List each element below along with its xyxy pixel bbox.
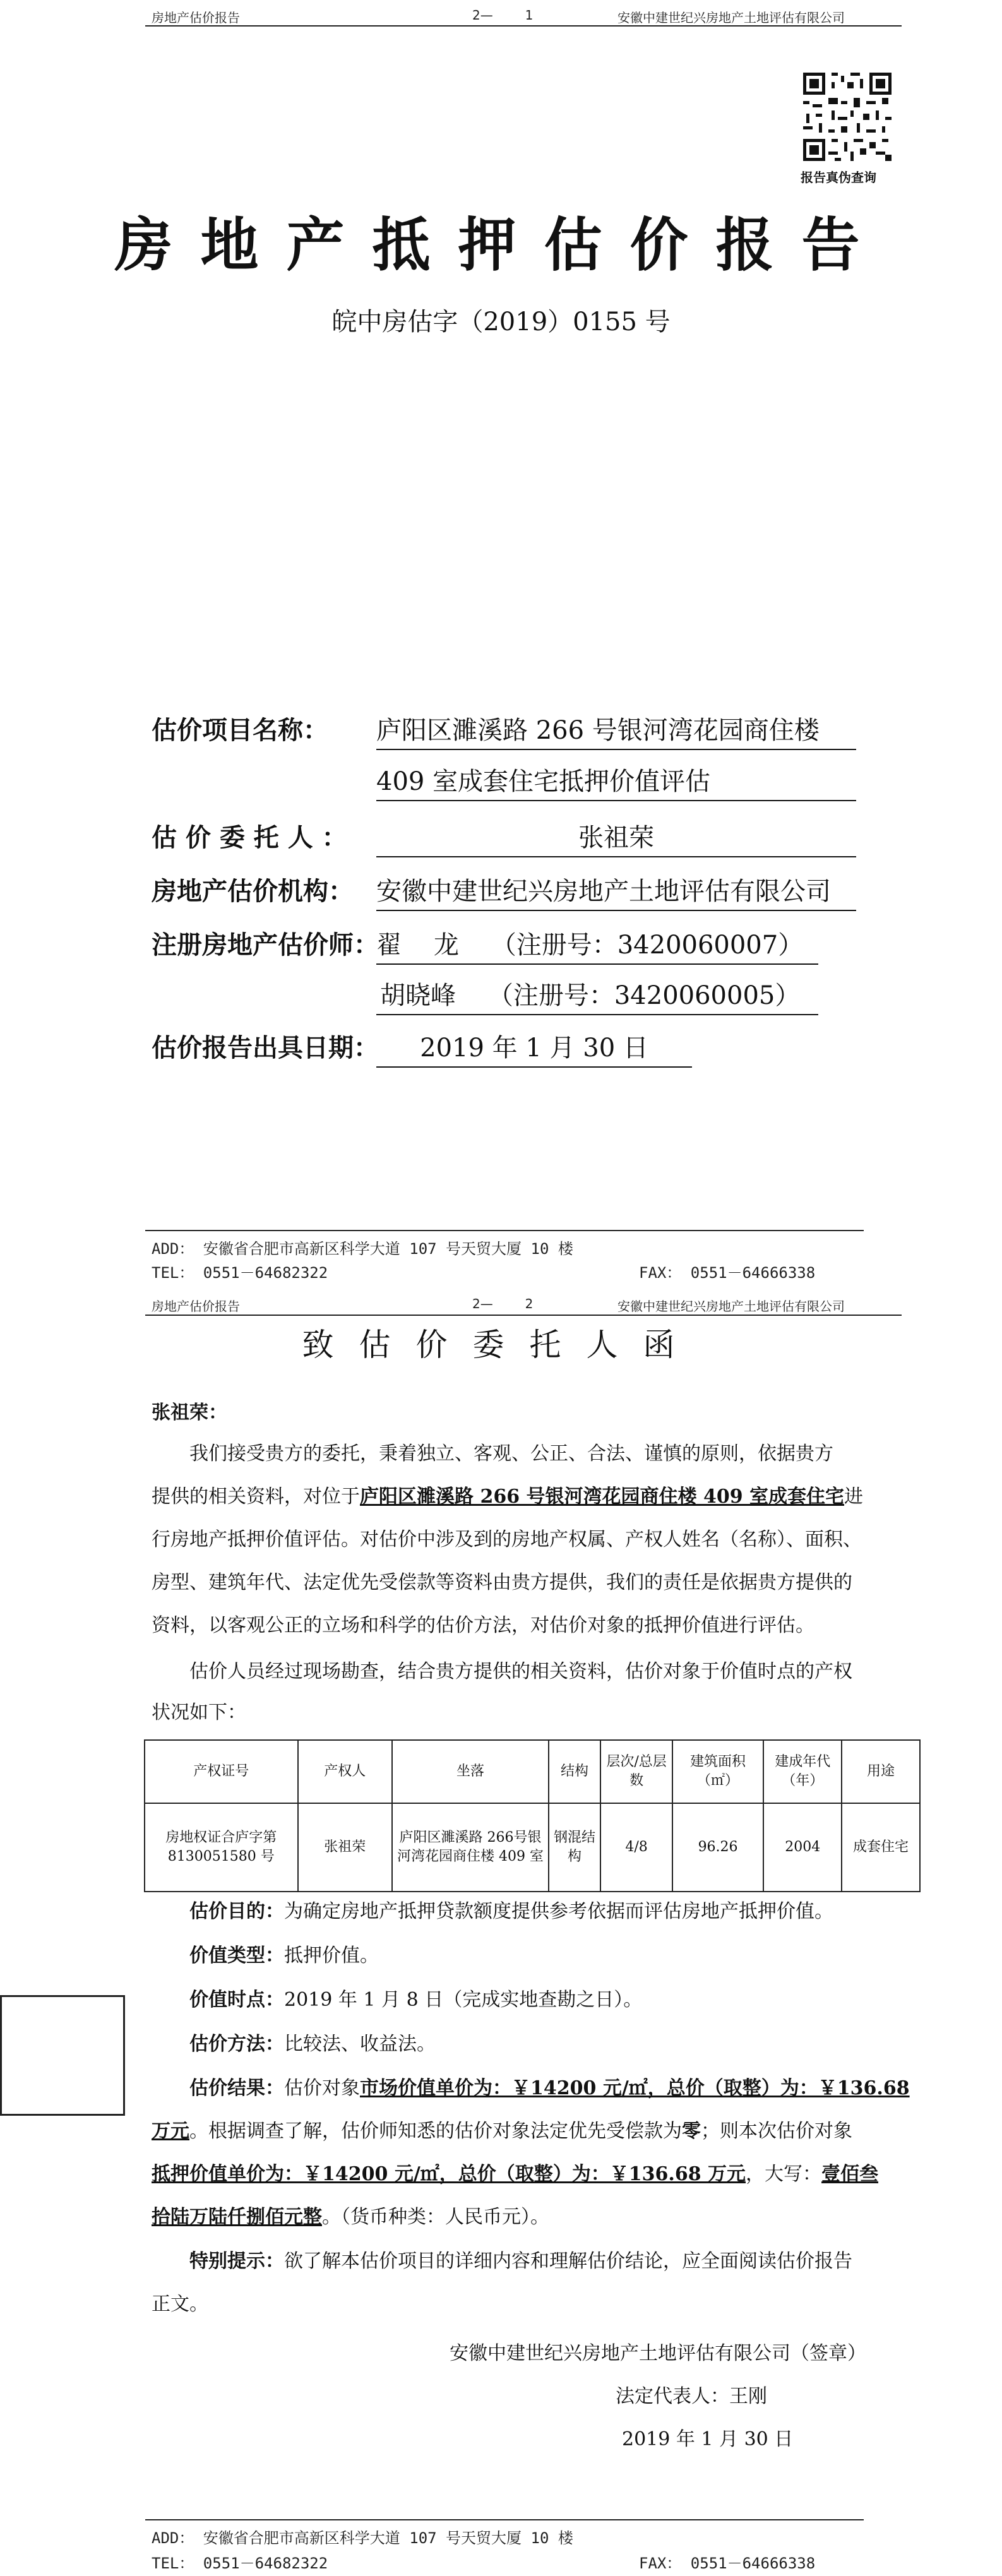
table-cell: 成套住宅 — [842, 1803, 920, 1892]
table-row — [145, 1803, 920, 1892]
agency-label: 房地产估价机构： — [152, 877, 354, 906]
property-info-table — [144, 1739, 921, 1892]
time-line — [189, 1983, 642, 2018]
page1-header-right: 安徽中建世纪兴房地产土地评估有限公司 — [617, 10, 845, 25]
mortgage-value: 抵押价值单价为：￥14200 元/㎡，总价（取整）为：￥136.68 万元 — [152, 2163, 746, 2185]
result-text-b2: 。根据调查了解，估价师知悉的估价对象法定优先受偿款为 — [189, 2120, 682, 2142]
amount-in-words-b: 拾陆万陆仟捌佰元整 — [152, 2206, 322, 2228]
result-line4 — [152, 2200, 549, 2235]
property-address: 庐阳区濉溪路 266 号银河湾花园商住楼 409 室成套住宅 — [360, 1486, 845, 1508]
result-text-a1: 估价对象 — [284, 2077, 360, 2099]
table-header-cell: 结构 — [549, 1740, 601, 1803]
table-cell: 张祖荣 — [298, 1803, 393, 1892]
page1-header-left: 房地产估价报告 — [152, 10, 240, 25]
para1-line5: 资料，以客观公正的立场和科学的估价方法，对估价对象的抵押价值进行评估。 — [152, 1614, 814, 1637]
date-value: 2019 年 1 月 30 日 — [376, 1028, 692, 1068]
report-doc-number: 皖中房估字（2019）0155 号 — [331, 307, 671, 337]
method-value: 比较法、收益法。 — [284, 2033, 436, 2055]
date-label: 估价报告出具日期： — [152, 1034, 379, 1063]
method-line — [189, 2027, 436, 2062]
result-line3 — [152, 2157, 878, 2192]
page2-footer-tel: TEL： 0551－64682322 — [152, 2555, 328, 2572]
priority-claim: 零 — [682, 2120, 701, 2142]
purpose-line — [189, 1894, 833, 1929]
salutation: 张祖荣： — [152, 1402, 227, 1424]
table-cell: 2004 — [763, 1803, 842, 1892]
page2-header-page: 2— 2 — [472, 1296, 534, 1311]
market-value-unit: 万元 — [152, 2120, 189, 2142]
table-header-cell: 坐落 — [392, 1740, 549, 1803]
para1-line3: 行房地产抵押价值评估。对估价中涉及到的房地产权属、产权人姓名（名称）、面积、 — [152, 1529, 862, 1551]
para2-line2: 状况如下： — [152, 1702, 246, 1724]
page2-header-rule — [145, 1315, 902, 1316]
page2-footer-address: ADD： 安徽省合肥市高新区科学大道 107 号天贸大厦 10 楼 — [152, 2529, 573, 2547]
table-cell: 96.26 — [672, 1803, 763, 1892]
qr-caption: 报告真伪查询 — [801, 170, 876, 185]
para2-line1: 估价人员经过现场勘查，结合贵方提供的相关资料，估价对象于价值时点的产权 — [189, 1661, 852, 1683]
para1-line4: 房型、建筑年代、法定优先受偿款等资料由贵方提供，我们的责任是依据贵方提供的 — [152, 1571, 852, 1594]
method-label: 估价方法： — [189, 2033, 284, 2055]
purpose-value: 为确定房地产抵押贷款额度提供参考依据而评估房地产抵押价值。 — [284, 1900, 833, 1923]
project-label: 估价项目名称： — [152, 716, 328, 745]
para1-line2 — [152, 1479, 863, 1515]
table-cell: 4/8 — [600, 1803, 672, 1892]
table-header-cell: 层次/总层数 — [600, 1740, 672, 1803]
result-label: 估价结果： — [189, 2077, 284, 2099]
notice-label: 特别提示： — [189, 2250, 284, 2272]
sign-representative: 法定代表人：王刚 — [616, 2385, 767, 2407]
appraiser-2-text: 胡晓峰 （注册号：3420060005） — [380, 981, 801, 1010]
client-value: 张祖荣 — [376, 818, 856, 857]
project-value-line2: 409 室成套住宅抵押价值评估 — [376, 761, 856, 801]
page2-header-right: 安徽中建世纪兴房地产土地评估有限公司 — [617, 1299, 845, 1314]
appraiser-2 — [376, 975, 818, 1015]
purpose-label: 估价目的： — [189, 1900, 284, 1923]
table-cell: 庐阳区濉溪路 266号银河湾花园商住楼 409 室 — [392, 1803, 549, 1892]
result-text-d2: 。（货币种类：人民币元）。 — [322, 2206, 549, 2228]
stamp-box — [0, 1995, 125, 2116]
market-value: 市场价值单价为：￥14200 元/㎡，总价（取整）为：￥136.68 — [360, 2077, 910, 2099]
result-line1 — [189, 2071, 910, 2106]
table-header-cell: 产权证号 — [145, 1740, 298, 1803]
letter-title: 致估价委托人函 — [302, 1327, 700, 1363]
sign-company: 安徽中建世纪兴房地产土地评估有限公司（签章） — [450, 2342, 866, 2364]
para1-line2-pre: 提供的相关资料，对位于 — [152, 1486, 360, 1508]
result-text-b4: ；则本次估价对象 — [701, 2120, 852, 2142]
notice-line1 — [189, 2244, 852, 2279]
table-header-row — [145, 1740, 920, 1803]
result-line2 — [152, 2114, 852, 2149]
result-text-c2: ，大写： — [746, 2163, 822, 2185]
page1-header-rule — [145, 25, 902, 27]
para1-line2-post: 进 — [844, 1486, 864, 1508]
type-label: 价值类型： — [189, 1945, 284, 1967]
time-label: 价值时点： — [189, 1989, 284, 2011]
table-header-cell: 用途 — [842, 1740, 920, 1803]
report-title: 房地产抵押估价报告 — [114, 211, 888, 279]
qr-code-icon — [803, 73, 892, 161]
table-header-cell: 产权人 — [298, 1740, 393, 1803]
time-value: 2019 年 1 月 8 日（完成实地查勘之日）。 — [284, 1989, 643, 2011]
page1-footer-rule — [145, 1230, 864, 1231]
notice-text: 欲了解本估价项目的详细内容和理解估价结论，应全面阅读估价报告 — [284, 2250, 852, 2272]
page2-footer-rule — [145, 2519, 864, 2520]
table-cell: 房地权证合庐字第8130051580 号 — [145, 1803, 298, 1892]
table-cell: 钢混结构 — [549, 1803, 601, 1892]
table-header-cell: 建成年代（年） — [763, 1740, 842, 1803]
para1-line1: 我们接受贵方的委托，秉着独立、客观、公正、合法、谨慎的原则，依据贵方 — [189, 1443, 833, 1465]
table-header-cell: 建筑面积（㎡） — [672, 1740, 763, 1803]
page2-header-left: 房地产估价报告 — [152, 1299, 240, 1314]
page1-footer-tel: TEL： 0551－64682322 — [152, 1264, 328, 1282]
type-line — [189, 1938, 379, 1974]
page1-footer-fax: FAX： 0551－64666338 — [639, 1264, 816, 1282]
sign-date: 2019 年 1 月 30 日 — [622, 2428, 794, 2450]
project-value-line1: 庐阳区濉溪路 266 号银河湾花园商住楼 — [376, 710, 856, 750]
page2-footer-fax: FAX： 0551－64666338 — [639, 2555, 816, 2572]
type-value: 抵押价值。 — [284, 1945, 379, 1967]
notice-line2: 正文。 — [152, 2293, 208, 2315]
agency-value: 安徽中建世纪兴房地产土地评估有限公司 — [376, 871, 856, 911]
amount-in-words-a: 壹佰叁 — [821, 2163, 879, 2185]
appraiser-1: 翟 龙 （注册号：3420060007） — [376, 925, 818, 965]
page1-footer-address: ADD： 安徽省合肥市高新区科学大道 107 号天贸大厦 10 楼 — [152, 1240, 573, 1258]
page1-header-page: 2— 1 — [472, 8, 534, 23]
client-label: 估 价 委 托 人 ： — [152, 823, 347, 852]
appraiser-label: 注册房地产估价师： — [152, 931, 379, 960]
